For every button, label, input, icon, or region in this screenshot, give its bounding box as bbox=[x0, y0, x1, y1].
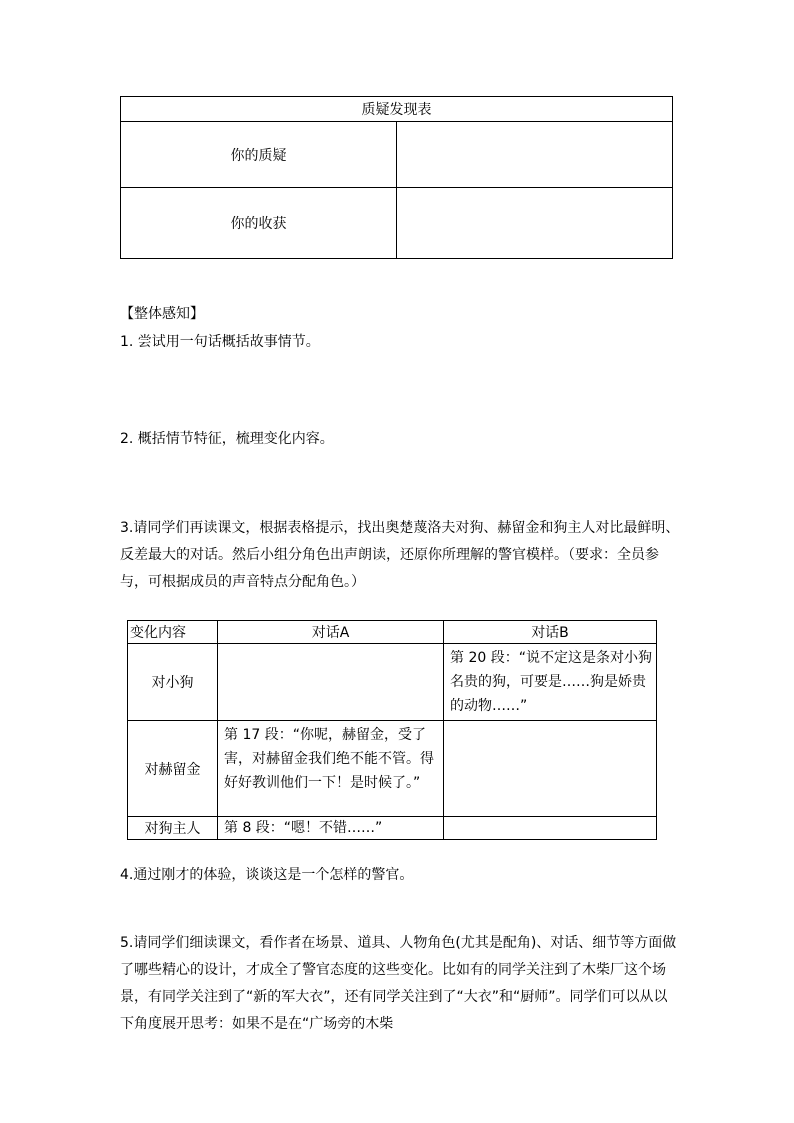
gain-answer-cell[interactable] bbox=[397, 188, 673, 259]
question-5: 5.请同学们细读课文，看作者在场景、道具、人物角色(尤其是配角)、对话、细节等方面做了哪些精心的设计，才成全了警官态度的这些变化。比如有的同学关注到了木柴厂这个场景，有同学关注到了“新的军大衣”，还有同学关注到了“大衣”和“厨师”。同学们可以从以下角度展开思考：如果不是在“广场旁的木柴 bbox=[120, 935, 677, 1032]
table-row bbox=[128, 721, 657, 817]
hryukin-dialogue-b[interactable] bbox=[444, 721, 657, 817]
table-row bbox=[121, 122, 673, 188]
row-label-doubt: 你的质疑 bbox=[121, 122, 397, 188]
hryukin-dialogue-a: 第 17 段：“你呢，赫留金，受了害，对赫留金我们绝不能不管。得好好教训他们一下！是时候了。” bbox=[218, 721, 444, 817]
dialogue-comparison-table bbox=[127, 620, 657, 840]
question-4: 4.通过刚才的体验，谈谈这是一个怎样的警官。 bbox=[120, 867, 414, 883]
question-3: 3.请同学们再读课文，根据表格提示，找出奥楚蔑洛夫对狗、赫留金和狗主人对比最鲜明、反差最大的对话。然后小组分角色出声朗读，还原你所理解的警官模样。（要求：全员参与，可根据成员的声音特点分配角色。） bbox=[120, 520, 680, 590]
table-row bbox=[128, 644, 657, 721]
question-1: 1. 尝试用一句话概括故事情节。 bbox=[120, 334, 320, 350]
owner-dialogue-b[interactable] bbox=[444, 817, 657, 840]
doubt-answer-cell[interactable] bbox=[397, 122, 673, 188]
dog-dialogue-b: 第 20 段：“说不定这是条对小狗名贵的狗，可要是……狗是娇贵的动物……” bbox=[444, 644, 657, 721]
table-row bbox=[121, 188, 673, 259]
section-heading: 【整体感知】 bbox=[120, 306, 204, 322]
row-label-owner: 对狗主人 bbox=[128, 817, 218, 840]
table-row bbox=[128, 817, 657, 840]
dog-dialogue-a[interactable] bbox=[218, 644, 444, 721]
doubt-discovery-table bbox=[120, 96, 673, 259]
table-title: 质疑发现表 bbox=[121, 97, 673, 122]
owner-dialogue-a: 第 8 段：“嗯！不错……” bbox=[218, 817, 444, 840]
row-label-hryukin: 对赫留金 bbox=[128, 721, 218, 817]
header-dialogue-a: 对话A bbox=[218, 621, 444, 644]
question-2: 2. 概括情节特征，梳理变化内容。 bbox=[120, 431, 334, 447]
row-label-gain: 你的收获 bbox=[121, 188, 397, 259]
header-dialogue-b: 对话B bbox=[444, 621, 657, 644]
header-change-content: 变化内容 bbox=[128, 621, 218, 644]
row-label-dog: 对小狗 bbox=[128, 644, 218, 721]
